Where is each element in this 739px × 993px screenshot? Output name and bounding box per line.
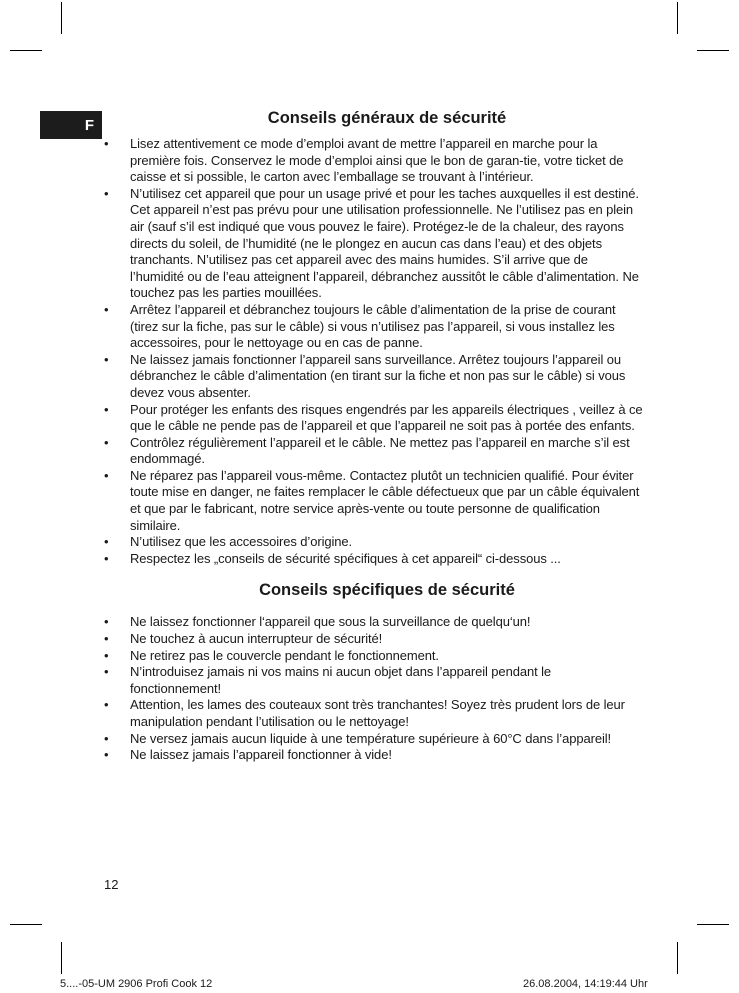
- list-item-text: N’utilisez cet appareil que pour un usage privé et pour les taches auxquelles il est destiné. Cet appareil n’est pas prévu pour une utilisation professionnelle. Ne l’utilisez pas en plein air (sauf s’il est indiqué que vous pouvez le faire). Protégez-le de la chaleur, des rayons directs du soleil, de l’humidité (ne le plongez en aucun cas dans l’eau) et des objets tranchants. N’utilisez pas cet appareil avec des mains humides. S’il arrive que de l’humidité ou de l’eau atteignent l’appareil, débranchez aussitôt le câble d’alimentation. Ne touchez pas les parties mouillées.: [130, 185, 639, 301]
- list-item-text: Arrêtez l’appareil et débranchez toujours le câble d’alimentation de la prise de courant (tirez sur la fiche, pas sur le câble) si vous n’utilisez pas l’appareil, si vous installez les accessoires, pour le nettoyage ou en cas de panne.: [130, 301, 616, 351]
- list-item-text: Contrôlez régulièrement l’appareil et le câble. Ne mettez pas l’appareil en marche s’il est endommagé.: [130, 434, 630, 467]
- list-item: [104, 614, 644, 631]
- crop-mark-top-left: [61, 2, 62, 34]
- list-item-text: Ne versez jamais aucun liquide à une température supérieure à 60°C dans l’appareil!: [130, 730, 612, 746]
- list-item: [104, 435, 644, 468]
- bullet-icon: •: [104, 434, 109, 450]
- specific-safety-list: [104, 614, 644, 763]
- page-number: 12: [104, 877, 119, 892]
- list-item-text: Ne laissez jamais l’appareil fonctionner à vide!: [130, 747, 392, 763]
- crop-mark-bottom-right: [677, 942, 678, 974]
- list-item: [104, 664, 644, 697]
- bullet-icon: •: [104, 185, 109, 201]
- list-item: [104, 534, 644, 551]
- list-item-text: Ne laissez fonctionner l‘appareil que sous la surveillance de quelqu‘un!: [130, 614, 531, 630]
- footer-file-info: 5....-05-UM 2906 Profi Cook 12: [60, 978, 213, 990]
- list-item-text: Ne réparez pas l’appareil vous-même. Contactez plutôt un technicien qualifié. Pour éviter toute mise en danger, ne faites remplacer le câble défectueux que par un câble équivalent et que par le fabricant, notre service après-vente ou toute personne de qualification similaire.: [130, 467, 640, 533]
- bullet-icon: •: [104, 534, 109, 550]
- list-item: [104, 747, 644, 764]
- document-content: [104, 108, 644, 764]
- list-item-text: Lisez attentivement ce mode d’emploi avant de mettre l’appareil en marche pour la première fois. Conservez le mode d’emploi ainsi que le bon de garan-tie, votre ticket de caisse et si possible, le carton avec l’emballage se trouvant à l’intérieur.: [130, 136, 624, 185]
- crop-mark-top-left-h: [10, 50, 42, 51]
- specific-safety-heading: Conseils spécifiques de sécurité: [259, 581, 515, 600]
- list-item-text: Respectez les „conseils de sécurité spécifiques à cet appareil“ ci-dessous ...: [130, 550, 561, 566]
- bullet-icon: •: [104, 351, 109, 367]
- list-item: [104, 551, 644, 568]
- bullet-icon: •: [104, 664, 109, 680]
- bullet-icon: •: [104, 467, 109, 483]
- general-safety-list: [104, 136, 644, 567]
- bullet-icon: •: [104, 697, 109, 713]
- list-item: [104, 402, 644, 435]
- list-item-text: Pour protéger les enfants des risques engendrés par les appareils électriques , veillez à ce que le câble ne pende pas de l’appareil et que l’appareil ne soit pas à portée des enfants.: [130, 401, 643, 434]
- language-tab: F: [40, 111, 102, 139]
- general-safety-heading: Conseils généraux de sécurité: [267, 109, 507, 127]
- list-item: [104, 302, 644, 352]
- bullet-icon: •: [104, 614, 109, 630]
- list-item-text: Ne touchez à aucun interrupteur de sécurité!: [130, 631, 383, 647]
- list-item-text: Attention, les lames des couteaux sont très tranchantes! Soyez très prudent lors de leur manipulation pendant l’utilisation ou le nettoyage!: [130, 697, 625, 729]
- crop-mark-bottom-right-h: [697, 924, 729, 925]
- bullet-icon: •: [104, 301, 109, 317]
- list-item: [104, 731, 644, 748]
- bullet-icon: •: [104, 730, 109, 746]
- bullet-icon: •: [104, 401, 109, 417]
- list-item-text: N’utilisez que les accessoires d’origine.: [130, 534, 353, 550]
- crop-mark-bottom-left: [61, 942, 62, 974]
- bullet-icon: •: [104, 747, 109, 763]
- crop-mark-top-right: [677, 2, 678, 34]
- bullet-icon: •: [104, 631, 109, 647]
- list-item: [104, 697, 644, 730]
- list-item: [104, 468, 644, 534]
- bullet-icon: •: [104, 647, 109, 663]
- list-item-text: Ne retirez pas le couvercle pendant le fonctionnement.: [130, 647, 439, 663]
- footer-timestamp: 26.08.2004, 14:19:44 Uhr: [523, 978, 648, 990]
- list-item: [104, 631, 644, 648]
- list-item-text: N’introduisez jamais ni vos mains ni aucun objet dans l’appareil pendant le fonctionnement!: [130, 664, 552, 696]
- bullet-icon: •: [104, 136, 109, 151]
- list-item: [104, 136, 644, 186]
- list-item: [104, 648, 644, 665]
- list-item: [104, 352, 644, 402]
- list-item: [104, 186, 644, 302]
- list-item-text: Ne laissez jamais fonctionner l’appareil sans surveillance. Arrêtez toujours l’appareil ou débranchez le câble d’alimentation (en tirant sur la fiche et non pas sur le câble) si vous devez vous absenter.: [130, 351, 626, 400]
- bullet-icon: •: [104, 550, 109, 566]
- crop-mark-bottom-left-h: [10, 924, 42, 925]
- crop-mark-top-right-h: [697, 50, 729, 51]
